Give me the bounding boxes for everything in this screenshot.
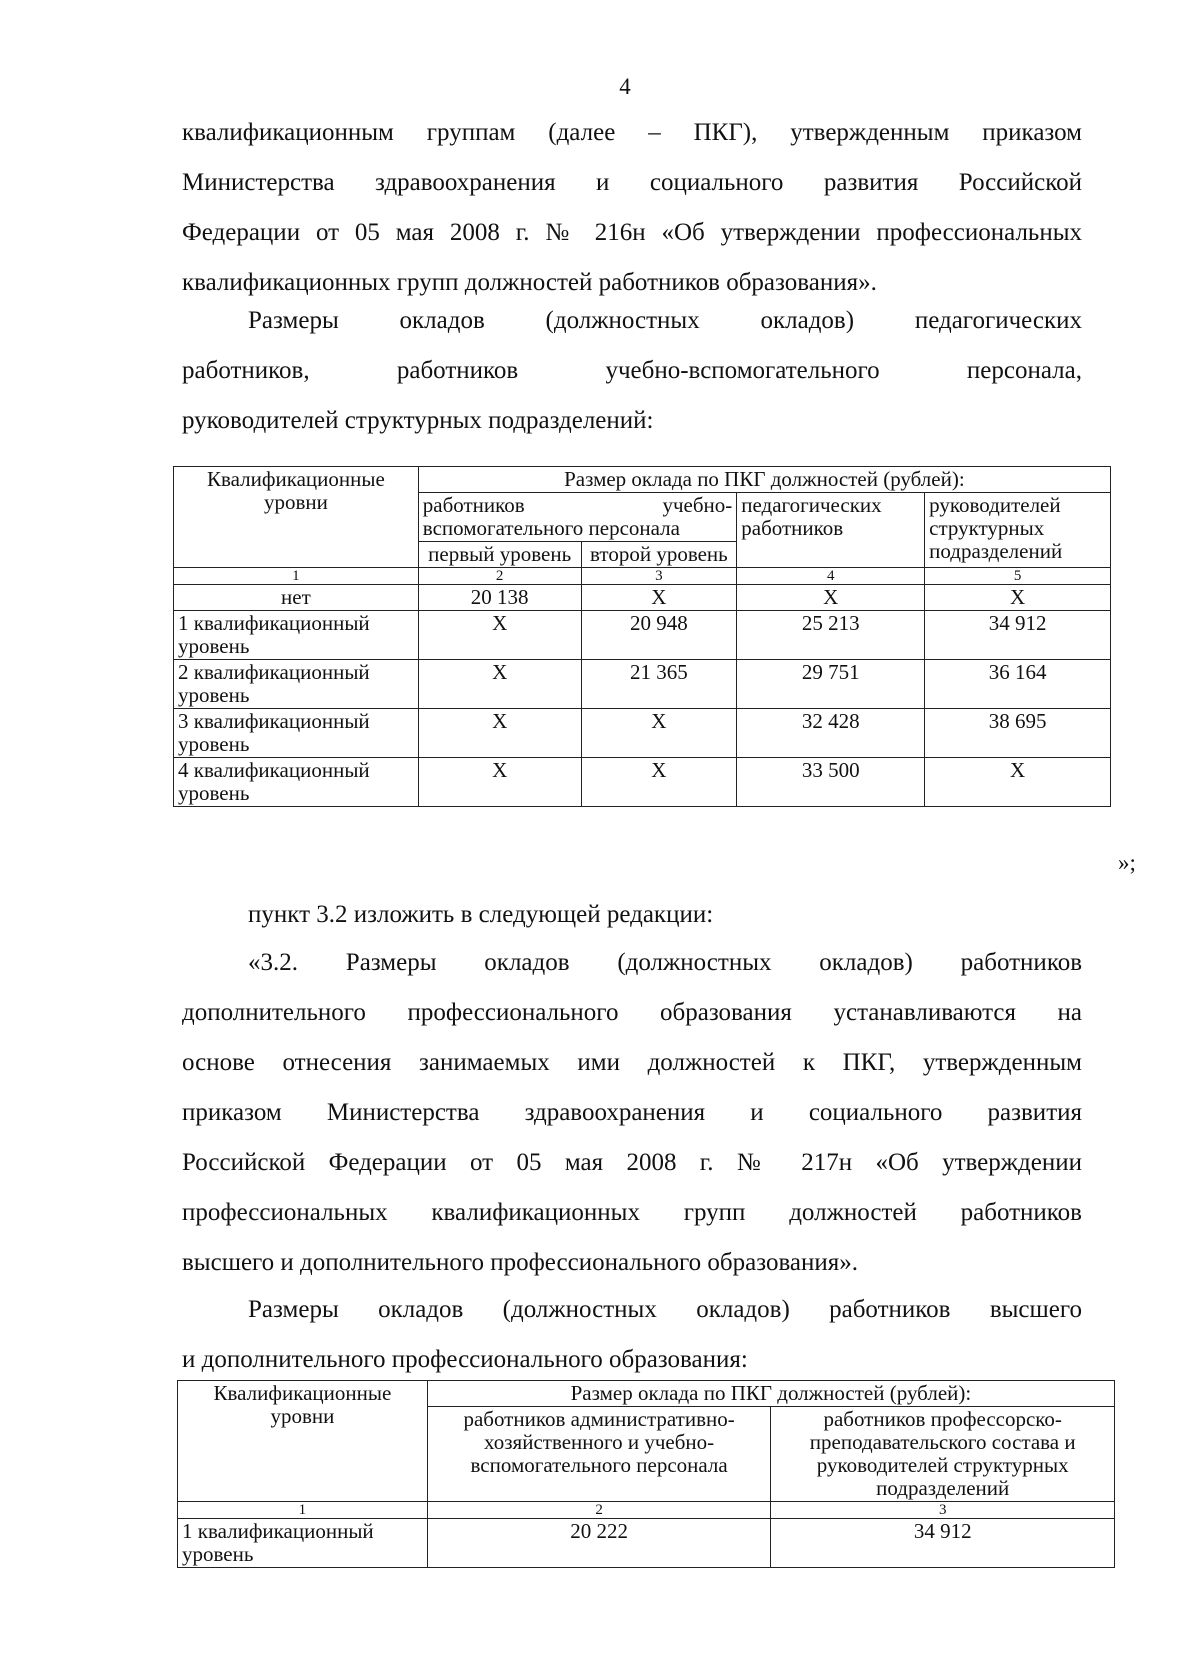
cell-value: Х	[418, 709, 581, 758]
cell-value: 34 912	[771, 1519, 1115, 1568]
paragraph-pkg-reference	[182, 108, 1082, 308]
text-line: высшего и дополнительного профессионального образования».	[182, 1249, 859, 1276]
table-row	[174, 709, 1111, 758]
cell-value: 38 695	[925, 709, 1111, 758]
text-line: Размеры окладов (должностных окладов) педагогических	[248, 307, 1082, 334]
cell-level: 3 квалификационный уровень	[174, 709, 419, 758]
cell-value: Х	[925, 758, 1111, 807]
header-unit-heads: руководителей структурных подразделений	[925, 493, 1111, 568]
page-number: 4	[619, 74, 631, 99]
cell-value: 29 751	[737, 660, 925, 709]
cell-value: 25 213	[737, 611, 925, 660]
column-number: 1	[174, 568, 419, 585]
text-line: пункт 3.2 изложить в следующей редакции:	[248, 901, 714, 928]
header-salary-size: Размер оклада по ПКГ должностей (рублей):	[427, 1381, 1114, 1407]
paragraph-salary-intro	[182, 296, 1082, 446]
cell-value: Х	[581, 758, 737, 807]
cell-level: 2 квалификационный уровень	[174, 660, 419, 709]
text-line: квалификационных групп должностей работников образования».	[182, 269, 877, 296]
cell-value: 21 365	[581, 660, 737, 709]
cell-value: Х	[925, 585, 1111, 611]
text-line: и дополнительного профессионального образования:	[182, 1346, 748, 1373]
text-line: Федерации от 05 мая 2008 г. № 216н «Об утверждении профессиональных	[182, 219, 1082, 246]
cell-value: Х	[418, 758, 581, 807]
cell-value: 36 164	[925, 660, 1111, 709]
text-line: руководителей структурных подразделений:	[182, 407, 654, 434]
salary-table-education	[173, 466, 1111, 807]
header-second-level: второй уровень	[581, 542, 737, 568]
column-number: 2	[418, 568, 581, 585]
text-line: дополнительного профессионального образования устанавливаются на	[182, 999, 1082, 1026]
header-levels: Квалификационные уровни	[178, 1381, 428, 1502]
cell-level: 4 квалификационный уровень	[174, 758, 419, 807]
column-number: 5	[925, 568, 1111, 585]
table-row	[174, 758, 1111, 807]
text-line: квалификационным группам (далее – ПКГ), утвержденным приказом	[182, 119, 1082, 146]
cell-level: 1 квалификационный уровень	[174, 611, 419, 660]
header-salary-size: Размер оклада по ПКГ должностей (рублей):	[418, 467, 1110, 493]
text-line: Российской Федерации от 05 мая 2008 г. № 217н «Об утверждении	[182, 1149, 1082, 1176]
cell-value: Х	[581, 709, 737, 758]
header-aux-left: работников	[422, 493, 525, 517]
header-teaching-staff: работников профессорско-преподавательского состава и руководителей структурных подразделений	[771, 1407, 1115, 1502]
column-number: 3	[771, 1502, 1115, 1519]
table-row	[174, 660, 1111, 709]
cell-value: Х	[418, 660, 581, 709]
cell-value: 34 912	[925, 611, 1111, 660]
table-row	[174, 585, 1111, 611]
cell-value: Х	[418, 611, 581, 660]
header-levels: Квалификационные уровни	[174, 467, 419, 568]
table-row	[178, 1519, 1115, 1568]
salary-table-higher-education	[177, 1380, 1115, 1568]
text-line: приказом Министерства здравоохранения и социального развития	[182, 1099, 1082, 1126]
quote-close: »;	[1118, 850, 1136, 875]
cell-value: 20 222	[427, 1519, 771, 1568]
paragraph-section-3-2	[182, 938, 1082, 1288]
column-number: 2	[427, 1502, 771, 1519]
text-line: работников, работников учебно-вспомогательного персонала,	[182, 357, 1082, 384]
cell-value: 20 138	[418, 585, 581, 611]
text-line: «3.2. Размеры окладов (должностных окладов) работников	[248, 949, 1082, 976]
text-line: основе отнесения занимаемых ими должностей к ПКГ, утвержденным	[182, 1049, 1082, 1076]
header-aux-line2: вспомогательного персонала	[422, 516, 680, 540]
cell-level: 1 квалификационный уровень	[178, 1519, 428, 1568]
text-line: профессиональных квалификационных групп должностей работников	[182, 1199, 1082, 1226]
cell-value: Х	[581, 585, 737, 611]
header-aux-right: учебно-	[662, 493, 733, 517]
header-pedagogical: педагогических работников	[737, 493, 925, 568]
header-admin-staff: работников административно-хозяйственного и учебно-вспомогательного персонала	[427, 1407, 771, 1502]
paragraph-amendment	[182, 890, 1082, 940]
cell-value: 32 428	[737, 709, 925, 758]
table-row	[174, 611, 1111, 660]
cell-level: нет	[174, 585, 419, 611]
cell-value: Х	[737, 585, 925, 611]
column-number: 4	[737, 568, 925, 585]
cell-value: 33 500	[737, 758, 925, 807]
header-first-level: первый уровень	[418, 542, 581, 568]
column-number: 3	[581, 568, 737, 585]
header-aux-staff	[418, 493, 736, 542]
column-number: 1	[178, 1502, 428, 1519]
paragraph-higher-education-intro	[182, 1285, 1082, 1385]
text-line: Размеры окладов (должностных окладов) работников высшего	[248, 1296, 1082, 1323]
cell-value: 20 948	[581, 611, 737, 660]
text-line: Министерства здравоохранения и социального развития Российской	[182, 169, 1082, 196]
